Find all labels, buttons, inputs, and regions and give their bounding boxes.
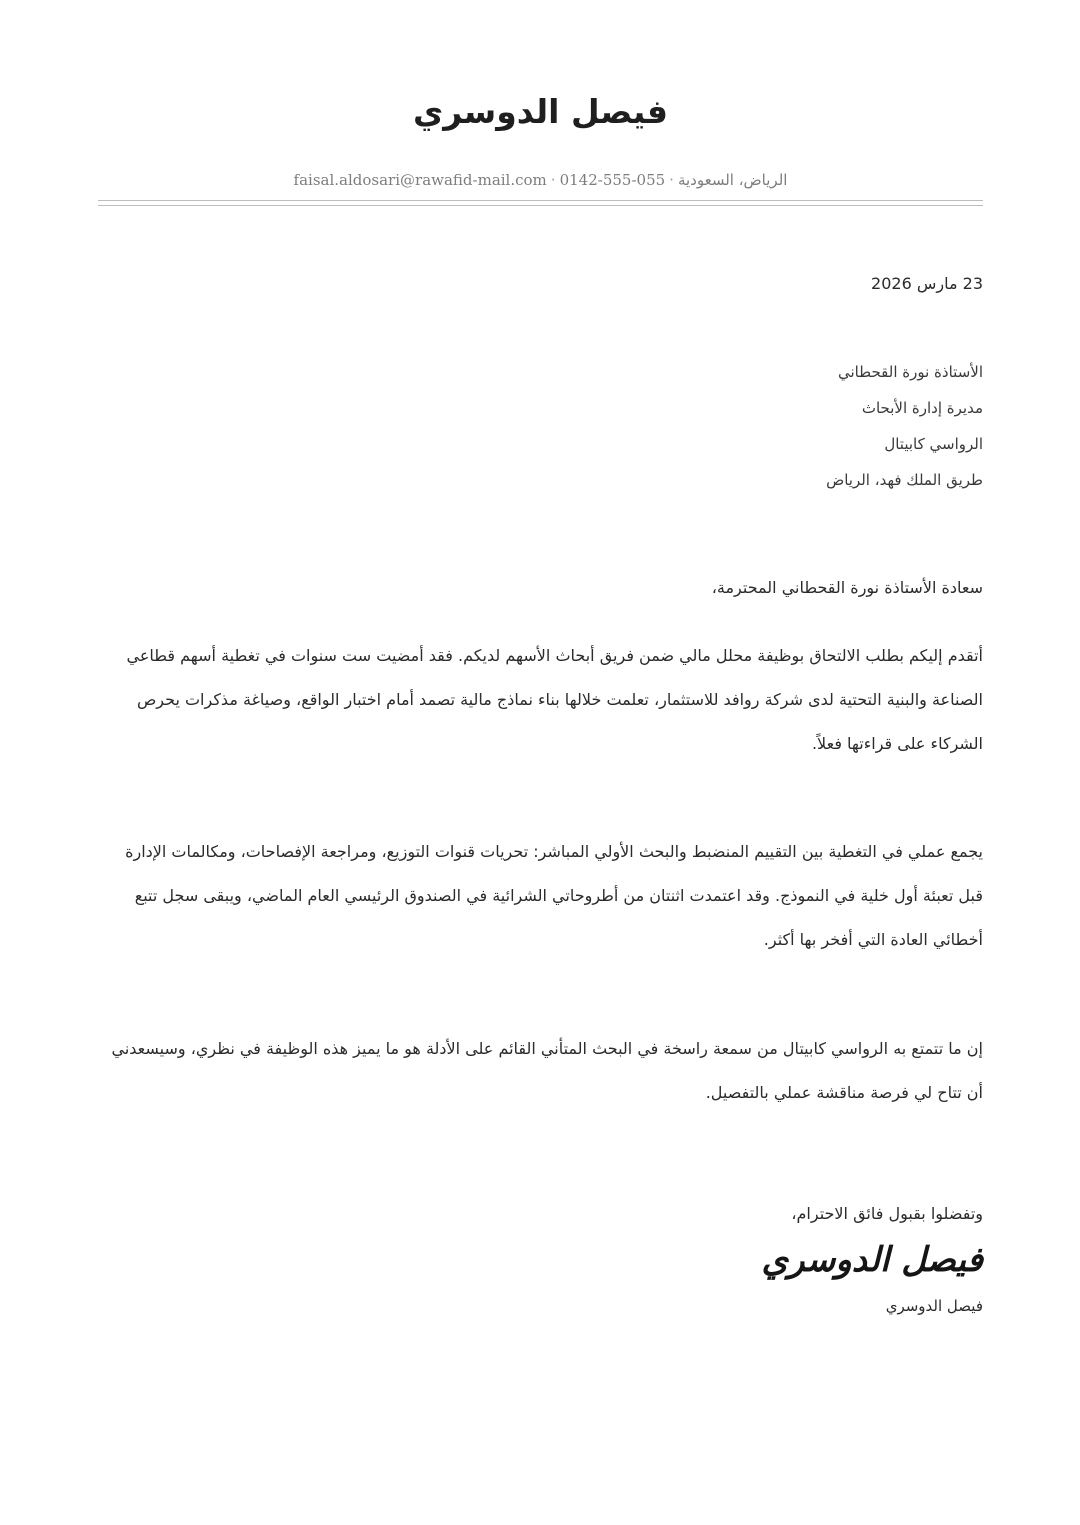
sender-email: faisal.aldosari@rawafid-mail.com [293,171,547,189]
header-divider-bottom [98,205,983,206]
contact-info-line [98,168,983,192]
recipient-company: الرواسي كابيتال [884,435,983,453]
recipient-block [383,354,983,498]
contact-separator: · [550,171,556,189]
cover-letter-page [98,0,983,1525]
recipient-name: الأستاذة نورة القحطاني [837,363,983,381]
recipient-title: مديرة إدارة الأبحاث [861,399,983,417]
contact-separator: · [669,171,674,189]
salutation: سعادة الأستاذة نورة القحطاني المحترمة، [711,578,983,597]
closing-line: وتفضلوا بقبول فائق الاحترام، [791,1204,983,1223]
sender-location: الرياض، السعودية [677,171,788,189]
body-paragraph-3: إن ما تتمتع به الرواسي كابيتال من سمعة راسخة في البحث المتأني القائم على الأدلة هو ما يميز هذه الوظيفة في نظري، وسيسعدني أن تتاح لي فرصة مناقشة عملي بالتفصيل. [111,1039,983,1102]
sender-name-heading: فيصل الدوسري [412,92,669,131]
typed-sender-name: فيصل الدوسري [885,1297,983,1315]
header-divider-top [98,200,983,201]
sender-phone: 0142-555-055 [559,171,666,189]
body-paragraph-2: يجمع عملي في التغطية بين التقييم المنضبط والبحث الأولي المباشر: تحريات قنوات التوزيع، ومراجعة الإفصاحات، ومكالمات الإدارة قبل تعبئة أول خلية في النموذج. وقد اعتمدت اثنتان من أطروحاتي الشرائية في الصندوق الرئيسي العام الماضي، ويبقى سجل تتبع أخطائي العادة التي أفخر بها أكثر. [125,842,983,949]
body-paragraph-1: أتقدم إليكم بطلب الالتحاق بوظيفة محلل مالي ضمن فريق أبحاث الأسهم لديكم. فقد أمضيت ست سنوات في تغطية أسهم قطاعي الصناعة والبنية التحتية لدى شركة روافد للاستثمار، تعلمت خلالها بناء نماذج مالية تصمد أمام اختبار الواقع، وصياغة مذكرات يحرص الشركاء على قراءتها فعلاً. [126,646,983,753]
letter-date: 23 مارس 2026 [871,274,983,293]
handwritten-signature: فيصل الدوسري [761,1240,983,1280]
recipient-address: طريق الملك فهد، الرياض [826,471,983,489]
